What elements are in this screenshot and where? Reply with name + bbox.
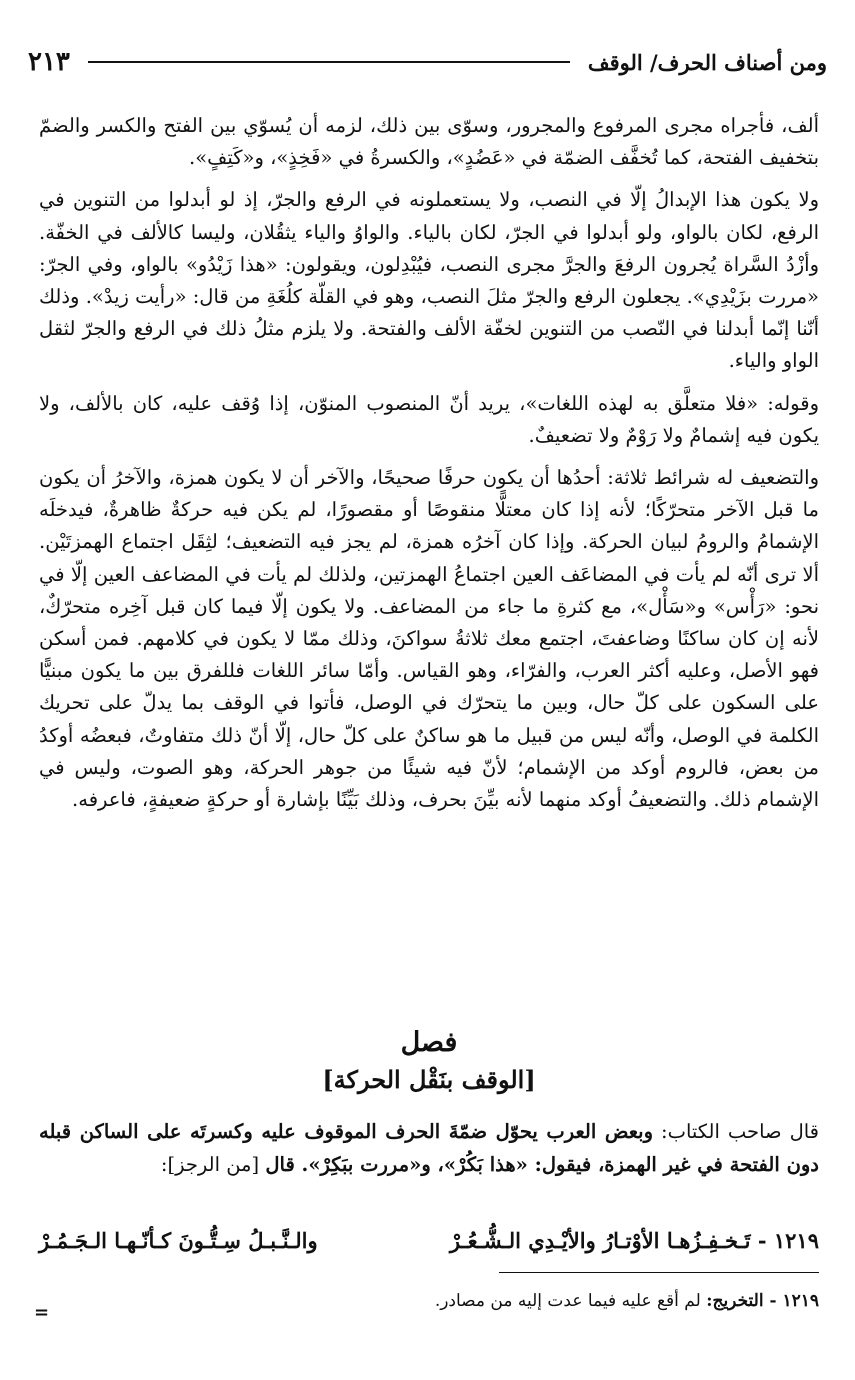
poetry-verse [39, 1215, 819, 1265]
verse-number: ١٢١٩ - [757, 1227, 819, 1253]
quote-tail: [من الرجز]: [160, 1153, 260, 1176]
verse-first-hemistich [450, 1228, 819, 1253]
edge-mark: = [34, 1302, 50, 1323]
running-header [28, 42, 827, 82]
section-heading [39, 1025, 819, 1099]
footnote-text: لم أقع عليه فيما عدت إليه من مصادر. [434, 1291, 701, 1311]
paragraph-4: والتضعيف له شرائط ثلاثة: أحدُها أن يكون حرفًا صحيحًا، والآخر أن لا يكون همزة، والآخرُ أن يكون ما قبل الآخر متحرّكًا؛ لأنه إذا كان معتلًّا منقوصًا أو مقصورًا، لم يكن فيه حركةٌ ظاهرةٌ، فيدخلَه الإشمامُ والرومُ لبيان الحركة. وإذا كان آخرُه همزة، لم يجز فيه التضعيف؛ لثِقَل اجتماع الهمزتَيْن. ألا ترى أنّه لم يأت في المضاعَف العين اجتماعُ الهمزتين، ولذلك لم يأت في المضاعف العين إلّا في نحو: «رَأْس» و«سَأْل»، مع كثرةِ ما جاء من المضاعف. ولا يكون إلّا فيما كان قبل آخِره متحرّكٌ، لأنه إن كان ساكنًا وضاعفتَ، اجتمع معك ثلاثةُ سواكنَ، وذلك ممّا لا يكون في كلامهم. فمن أسكن فهو الأصل، وعليه أكثر العرب، والفرّاء، وهو القياس. وأمّا سائر اللغات فللفرق بين ما يكون مبنيًّا على السكون على كلّ حال، وبين ما يتحرّك في الوصل، فأتوا في الوقف بما يدلّ على تحريك الكلمة في الوصل، وأنّه ليس من قبيل ما هو ساكنٌ على كلّ حال، إلّا أنّ ذلك متفاوتٌ، فبعضُه أوكدُ من بعض، فالروم أوكد من الإشمام؛ لأنّ فيه شيئًا من جوهر الحركة، وهو الصوت، وليس في الإشمام ذلك. والتضعيفُ أوكد منهما لأنه بيِّنَ بحرف، وذلك بَيِّنًا بإشارة أو حركةٍ ضعيفةٍ، فاعرفه. [39, 466, 819, 812]
header-title: ومن أصناف الحرف/ الوقف [587, 49, 827, 75]
verse-first-text: تَـخـفِـزُهـا الأوْتـارُ والأيْـدِي الـشُّـعُـرْ [449, 1227, 751, 1253]
page-number: ٢١٣ [28, 47, 70, 77]
main-text [39, 110, 819, 826]
quote-lead: قال صاحب الكتاب: [661, 1120, 820, 1143]
quote-text: وبعض العرب يحوّل ضمّةَ الحرف الموقوف عليه وكسرتَه على الساكن قبله دون الفتحة في غير الهمزة، فيقول: «هذا بَكُرْ»، و«مررت ببَكِرْ». قال [39, 1120, 819, 1176]
footnote-label: ١٢١٩ - التخريج: [706, 1291, 819, 1311]
footnote [39, 1288, 819, 1314]
paragraph-2: ولا يكون هذا الإبدالُ إلّا في النصب، ولا يستعملونه في الرفع والجرّ، إذ لو أبدلوا من التنوين في الرفع، لكان بالواو، ولو أبدلوا في الجرّ، لكان بالياء. والواوُ والياء يثقُلان، وليسا كالألف في الخفّة. وأزْدُ السَّراة يُجرون الرفعَ والجرَّ مجرى النصب، فيُبْدِلون، ويقولون: «هذا زَيْدُو» بالواو، وفي الجرّ: «مررت بزَيْدِي». يجعلون الرفع والجرّ مثلَ النصب، وهو في القلّة كلُغَةِ من قال: «رأيت زيدْ». وذلك أنّنا إنّما أبدلنا في النّصب من التنوين لخفّة الألف والفتحة. ولا يلزم مثلُ ذلك في الرفع والجرّ لثقل الواو والياء. [39, 188, 819, 373]
paragraph-3: وقوله: «فلا متعلَّق به لهذه اللغات»، يريد أنّ المنصوب المنوّن، إذا وُقف عليه، كان بالألف، ولا يكون فيه إشمامٌ ولا رَوْمٌ ولا تضعيفٌ. [39, 391, 819, 447]
author-quote [39, 1115, 819, 1181]
footnote-rule [499, 1272, 819, 1273]
section-title: [الوقف بنَقْل الحركة] [322, 1065, 536, 1094]
header-rule [88, 61, 570, 63]
paragraph-1: ألف، فأجراه مجرى المرفوع والمجرور، وسوّى بين ذلك، لزمه أن يُسوّي بين الفتح والكسر والضمّ بتخفيف الفتحة، كما تُخفَّف الضمّة في «عَضُدٍ»، والكسرةُ في «فَخِذٍ»، و«كَتِفٍ». [39, 114, 819, 170]
section-word: فصل [400, 1027, 458, 1058]
verse-second-hemistich: والـنَّـبـلُ سِـتُّـونَ كـأنّـهـا الـجَـمُـرْ [39, 1227, 318, 1253]
